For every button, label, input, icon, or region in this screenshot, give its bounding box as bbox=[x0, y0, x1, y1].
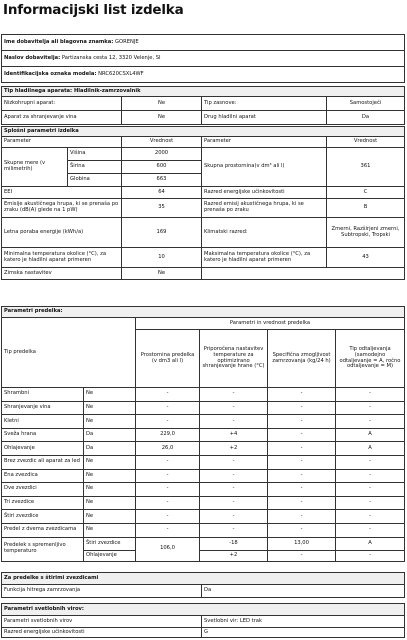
energy-class-label: Razred energijske učinkovitosti bbox=[202, 187, 327, 199]
compartment-name: Predel z dvema zvezdicama bbox=[2, 523, 84, 537]
total-volume-value: 361 bbox=[327, 148, 405, 187]
compartment-present: Ne bbox=[84, 523, 136, 537]
other-appliance-label: Drug hladilni aparat bbox=[202, 111, 327, 125]
compartment-freeze-capacity: - bbox=[268, 496, 336, 510]
compartment-rows bbox=[2, 388, 405, 538]
variable-cap1-value: 13,00 bbox=[268, 537, 336, 550]
supplier-address-label: Naslov dobavitelja: bbox=[4, 54, 61, 61]
annual-energy-label: Letna poraba energije (kWh/a) bbox=[2, 218, 122, 248]
variable-sub1-label: Štiri zvezdice bbox=[84, 537, 136, 550]
low-noise-label: Nizkohrupni aparat: bbox=[2, 97, 122, 111]
depth-label: Globina bbox=[68, 174, 122, 187]
max-temp-label: Maksimalna temperatura okolice (°C), za katero je hladilni aparat primeren bbox=[202, 248, 327, 268]
temp-col-header: Priporočena nastavitev temperature za optimizirano shranjevanje hrane (°C) bbox=[200, 330, 268, 388]
appliance-type-table bbox=[1, 86, 405, 125]
light-class-label: Razred energijske učinkovitosti bbox=[2, 628, 202, 638]
lighting-table bbox=[1, 603, 405, 638]
compartment-temp: - bbox=[200, 510, 268, 524]
noise-emission-label: Emisije akustičnega hrupa, ki se prenaša po zraku (dB(A) glede na 1 pW) bbox=[2, 199, 122, 218]
compartment-defrost: - bbox=[336, 496, 405, 510]
variable-sub2-label: Ohlajevanje bbox=[84, 550, 136, 561]
compartment-freeze-capacity: - bbox=[268, 483, 336, 497]
compartment-temp: - bbox=[200, 523, 268, 537]
compartment-volume: - bbox=[136, 455, 200, 469]
supplier-table bbox=[1, 34, 405, 83]
compartment-name: Brez zvezdic ali aparat za led bbox=[2, 455, 84, 469]
compartment-volume: - bbox=[136, 523, 200, 537]
compartment-params-table bbox=[1, 306, 405, 562]
appliance-type-header: Tip hladilnega aparata: Hladilnik-zamrzovalnik bbox=[2, 87, 405, 97]
model-id-label: Identifikacijska oznaka modela: bbox=[4, 70, 97, 77]
variable-temp2-value: +2 bbox=[200, 550, 268, 561]
compartment-volume: - bbox=[136, 483, 200, 497]
compartment-row bbox=[2, 415, 405, 429]
col-parameter-left: Parameter bbox=[2, 137, 122, 148]
col-value-right: Vrednost bbox=[327, 137, 405, 148]
winter-setting-label: Zimska nastavitev bbox=[2, 268, 122, 280]
compartment-present: Ne bbox=[84, 510, 136, 524]
compartment-freeze-capacity: - bbox=[268, 442, 336, 456]
compartment-name: Dve zvezdici bbox=[2, 483, 84, 497]
model-id-value: NRC620CSXL4WF bbox=[98, 70, 144, 77]
supplier-name-value: GORENJE bbox=[114, 38, 139, 45]
compartment-present: Ne bbox=[84, 415, 136, 429]
compartment-volume: - bbox=[136, 510, 200, 524]
four-star-table bbox=[1, 572, 405, 598]
max-temp-value: 43 bbox=[327, 248, 405, 268]
variable-defrost2-value: - bbox=[336, 550, 405, 561]
compartment-present: Ne bbox=[84, 401, 136, 415]
compartment-present: Ne bbox=[84, 455, 136, 469]
compartment-name: Štiri zvezdice bbox=[2, 510, 84, 524]
compartment-volume: - bbox=[136, 401, 200, 415]
min-temp-label: Minimalna temperatura okolice (°C), za katero je hladilni aparat primeren bbox=[2, 248, 122, 268]
compartment-present: Ne bbox=[84, 469, 136, 483]
other-appliance-value: Da bbox=[327, 111, 405, 125]
variable-volume-value: 106,0 bbox=[136, 537, 200, 561]
col-parameter-right: Parameter bbox=[202, 137, 327, 148]
total-volume-label: Skupna prostornina(v dm³ ali l) bbox=[202, 148, 327, 187]
compartment-temp: - bbox=[200, 483, 268, 497]
compartment-temp: +4 bbox=[200, 428, 268, 442]
compartment-freeze-capacity: - bbox=[268, 455, 336, 469]
design-type-value: Samostoječi bbox=[327, 97, 405, 111]
lighting-header: Parametri svetlobnih virov: bbox=[2, 604, 405, 616]
energy-class-value: C bbox=[327, 187, 405, 199]
annual-energy-value: 169 bbox=[122, 218, 202, 248]
height-value: 2000 bbox=[122, 148, 202, 161]
compartment-temp: - bbox=[200, 496, 268, 510]
compartment-row bbox=[2, 388, 405, 402]
general-params-table bbox=[1, 126, 405, 280]
defrost-col-header: Tip odtaljevanja (samodejno odtaljevanje = A, ročno odtaljevanje = M) bbox=[336, 330, 405, 388]
compartment-row bbox=[2, 442, 405, 456]
compartment-freeze-capacity: - bbox=[268, 523, 336, 537]
compartment-freeze-capacity: - bbox=[268, 469, 336, 483]
compartment-params-header: Parametri predelka: bbox=[2, 307, 405, 318]
compartment-defrost: - bbox=[336, 469, 405, 483]
compartment-freeze-capacity: - bbox=[268, 510, 336, 524]
general-params-header: Splošni parametri izdelka bbox=[2, 127, 405, 137]
compartment-values-header: Parametri in vrednost predelka bbox=[136, 318, 405, 330]
compartment-name: Tri zvezdice bbox=[2, 496, 84, 510]
compartment-row bbox=[2, 428, 405, 442]
compartment-name: Sveža hrana bbox=[2, 428, 84, 442]
wine-storage-value: Ne bbox=[122, 111, 202, 125]
compartment-defrost: A bbox=[336, 428, 405, 442]
variable-cap2-value: - bbox=[268, 550, 336, 561]
compartment-present: Ne bbox=[84, 496, 136, 510]
compartment-row bbox=[2, 523, 405, 537]
volume-col-header: Prostornina predelka (v dm3 ali l) bbox=[136, 330, 200, 388]
compartment-row bbox=[2, 510, 405, 524]
compartment-name: Ena zvezdica bbox=[2, 469, 84, 483]
page-title: Informacijski list izdelka bbox=[3, 2, 184, 18]
variable-defrost1-value: A bbox=[336, 537, 405, 550]
wine-storage-label: Aparat za shranjevanje vina bbox=[2, 111, 122, 125]
compartment-freeze-capacity: - bbox=[268, 401, 336, 415]
compartment-temp: - bbox=[200, 388, 268, 402]
compartment-present: Da bbox=[84, 428, 136, 442]
width-value: 600 bbox=[122, 161, 202, 174]
compartment-volume: 229,0 bbox=[136, 428, 200, 442]
compartment-defrost: - bbox=[336, 415, 405, 429]
light-source-value: Svetlobni vir: LED trak bbox=[202, 616, 405, 628]
compartment-defrost: A bbox=[336, 442, 405, 456]
dimensions-label: Skupne mere (v milimetrih) bbox=[2, 148, 68, 187]
compartment-row bbox=[2, 469, 405, 483]
compartment-freeze-capacity: - bbox=[268, 415, 336, 429]
climate-class-label: Klimatski razred: bbox=[202, 218, 327, 248]
compartment-volume: - bbox=[136, 469, 200, 483]
compartment-freeze-capacity: - bbox=[268, 388, 336, 402]
compartment-defrost: - bbox=[336, 523, 405, 537]
compartment-volume: 26,0 bbox=[136, 442, 200, 456]
variable-temp1-value: -18 bbox=[200, 537, 268, 550]
variable-compartment-label: Predelek s spremenljivo temperaturo bbox=[2, 537, 84, 561]
col-value-left: Vrednost bbox=[122, 137, 202, 148]
eei-label: EEI bbox=[2, 187, 122, 199]
design-type-label: Tip zasnove: bbox=[202, 97, 327, 111]
compartment-volume: - bbox=[136, 415, 200, 429]
four-star-header: Za predelke s štirimi zvezdicami bbox=[2, 573, 405, 585]
compartment-defrost: - bbox=[336, 401, 405, 415]
compartment-temp: - bbox=[200, 469, 268, 483]
noise-class-label: Razred emisij akustičnega hrupa, ki se prenaša po zraku bbox=[202, 199, 327, 218]
compartment-temp: - bbox=[200, 401, 268, 415]
compartment-defrost: - bbox=[336, 388, 405, 402]
compartment-volume: - bbox=[136, 496, 200, 510]
compartment-temp: +2 bbox=[200, 442, 268, 456]
fast-freeze-label: Funkcija hitrega zamrzovanja bbox=[2, 585, 202, 598]
height-label: Višina bbox=[68, 148, 122, 161]
supplier-name-label: Ime dobavitelja ali blagovna znamka: bbox=[4, 38, 114, 45]
compartment-type-header: Tip predelka bbox=[2, 318, 136, 388]
eei-value: 64 bbox=[122, 187, 202, 199]
climate-class-value: Zmerni, Razširjeni zmerni, Subtropski, Tropski bbox=[327, 218, 405, 248]
light-class-value: G bbox=[202, 628, 405, 638]
compartment-defrost: - bbox=[336, 455, 405, 469]
compartment-name: Shrambni bbox=[2, 388, 84, 402]
compartment-present: Ne bbox=[84, 483, 136, 497]
compartment-temp: - bbox=[200, 455, 268, 469]
compartment-present: Ne bbox=[84, 388, 136, 402]
compartment-row bbox=[2, 483, 405, 497]
compartment-row bbox=[2, 455, 405, 469]
compartment-volume: - bbox=[136, 388, 200, 402]
compartment-row bbox=[2, 496, 405, 510]
fast-freeze-value: Da bbox=[202, 585, 405, 598]
freeze-capacity-col-header: Specifična zmogljivost zamrzovanja (kg/24 h) bbox=[268, 330, 336, 388]
noise-emission-value: 35 bbox=[122, 199, 202, 218]
low-noise-value: Ne bbox=[122, 97, 202, 111]
min-temp-value: 10 bbox=[122, 248, 202, 268]
compartment-defrost: - bbox=[336, 483, 405, 497]
compartment-name: Shranjevanje vina bbox=[2, 401, 84, 415]
compartment-name: Kletni bbox=[2, 415, 84, 429]
winter-setting-value: Ne bbox=[122, 268, 202, 280]
compartment-temp: - bbox=[200, 415, 268, 429]
compartment-name: Ohlajevanje bbox=[2, 442, 84, 456]
depth-value: 663 bbox=[122, 174, 202, 187]
light-source-label: Parametri svetlobnih virov bbox=[2, 616, 202, 628]
supplier-address-value: Partizanska cesta 12, 3320 Velenje, SI bbox=[61, 54, 161, 61]
compartment-defrost: - bbox=[336, 510, 405, 524]
compartment-row bbox=[2, 401, 405, 415]
noise-class-value: B bbox=[327, 199, 405, 218]
compartment-present: Da bbox=[84, 442, 136, 456]
width-label: Širina bbox=[68, 161, 122, 174]
compartment-freeze-capacity: - bbox=[268, 428, 336, 442]
